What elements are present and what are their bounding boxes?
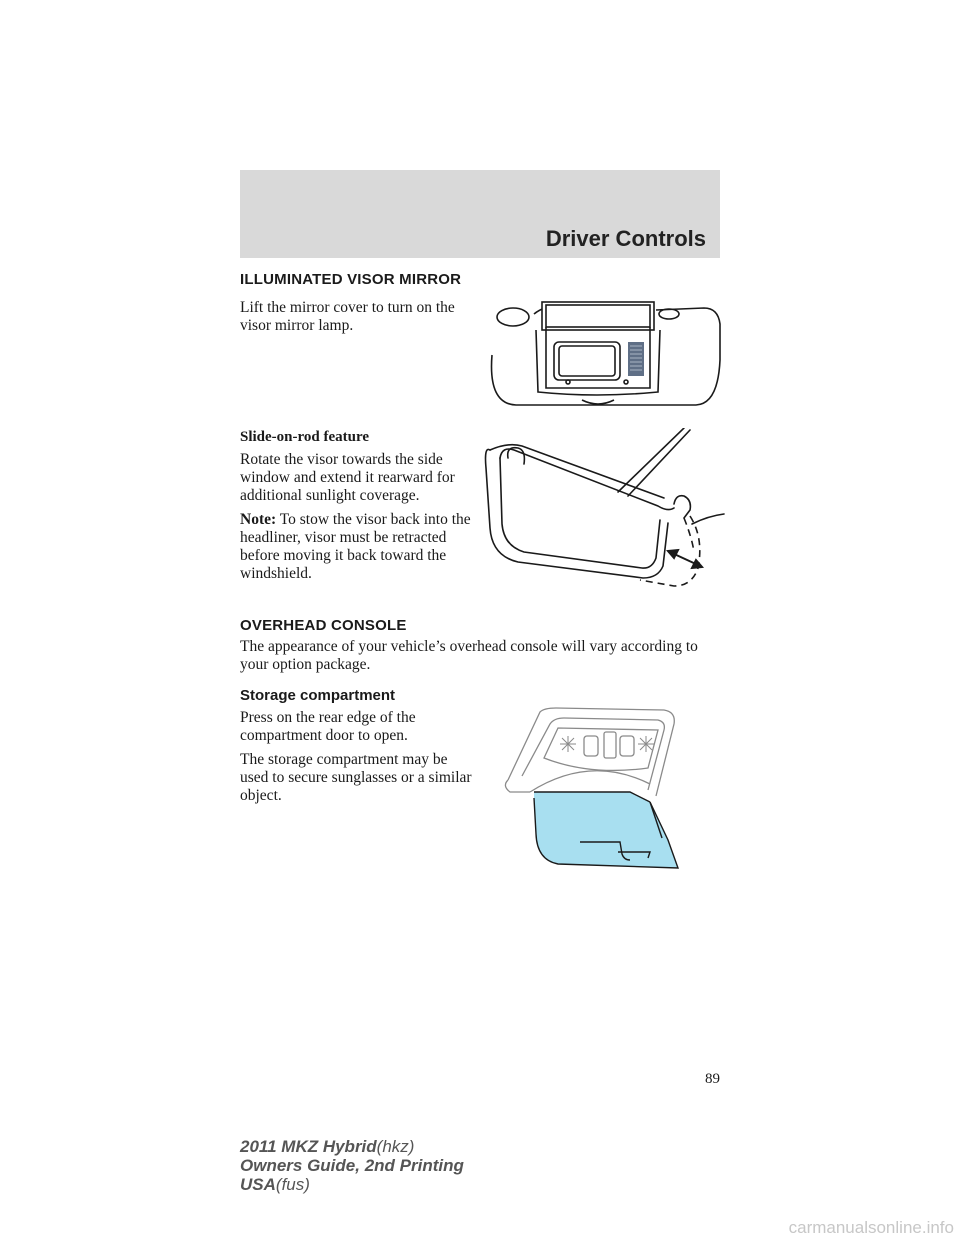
slide-on-rod-note xyxy=(240,511,472,583)
section-title: Driver Controls xyxy=(545,226,706,251)
header-band xyxy=(240,170,720,258)
visor-mirror-text: Lift the mirror cover to turn on the visor mirror lamp. xyxy=(240,299,455,334)
overhead-console-illustration xyxy=(500,706,682,872)
visor-mirror-illustration xyxy=(486,300,722,410)
note-label: Note: xyxy=(240,511,277,528)
slide-on-rod-illustration xyxy=(478,428,726,594)
footer-guide: Owners Guide, 2nd Printing xyxy=(240,1156,464,1175)
visor-mirror-heading: ILLUMINATED VISOR MIRROR xyxy=(240,271,462,288)
storage-text-2: The storage compartment may be used to secure sunglasses or a similar object. xyxy=(240,751,472,804)
note-text: To stow the visor back into the headliner, visor must be retracted before moving it back toward the windshield. xyxy=(240,511,471,582)
footer-region: USA xyxy=(240,1175,276,1194)
slide-on-rod-heading: Slide-on-rod feature xyxy=(240,429,370,445)
overhead-console-heading: OVERHEAD CONSOLE xyxy=(240,617,407,634)
storage-text-1: Press on the rear edge of the compartment door to open. xyxy=(240,709,416,744)
storage-heading: Storage compartment xyxy=(240,687,396,704)
page-number: 89 xyxy=(705,1071,720,1087)
overhead-console-text: The appearance of your vehicle’s overhead console will vary according to your option package. xyxy=(240,638,698,673)
document-footer xyxy=(240,1137,464,1194)
watermark: carmanualsonline.info xyxy=(788,1218,954,1237)
footer-model-code: (hkz) xyxy=(376,1137,415,1156)
footer-model: 2011 MKZ Hybrid xyxy=(240,1137,377,1156)
slide-on-rod-text: Rotate the visor towards the side window and extend it rearward for additional sunlight coverage. xyxy=(240,451,455,504)
footer-region-code: (fus) xyxy=(275,1175,310,1194)
